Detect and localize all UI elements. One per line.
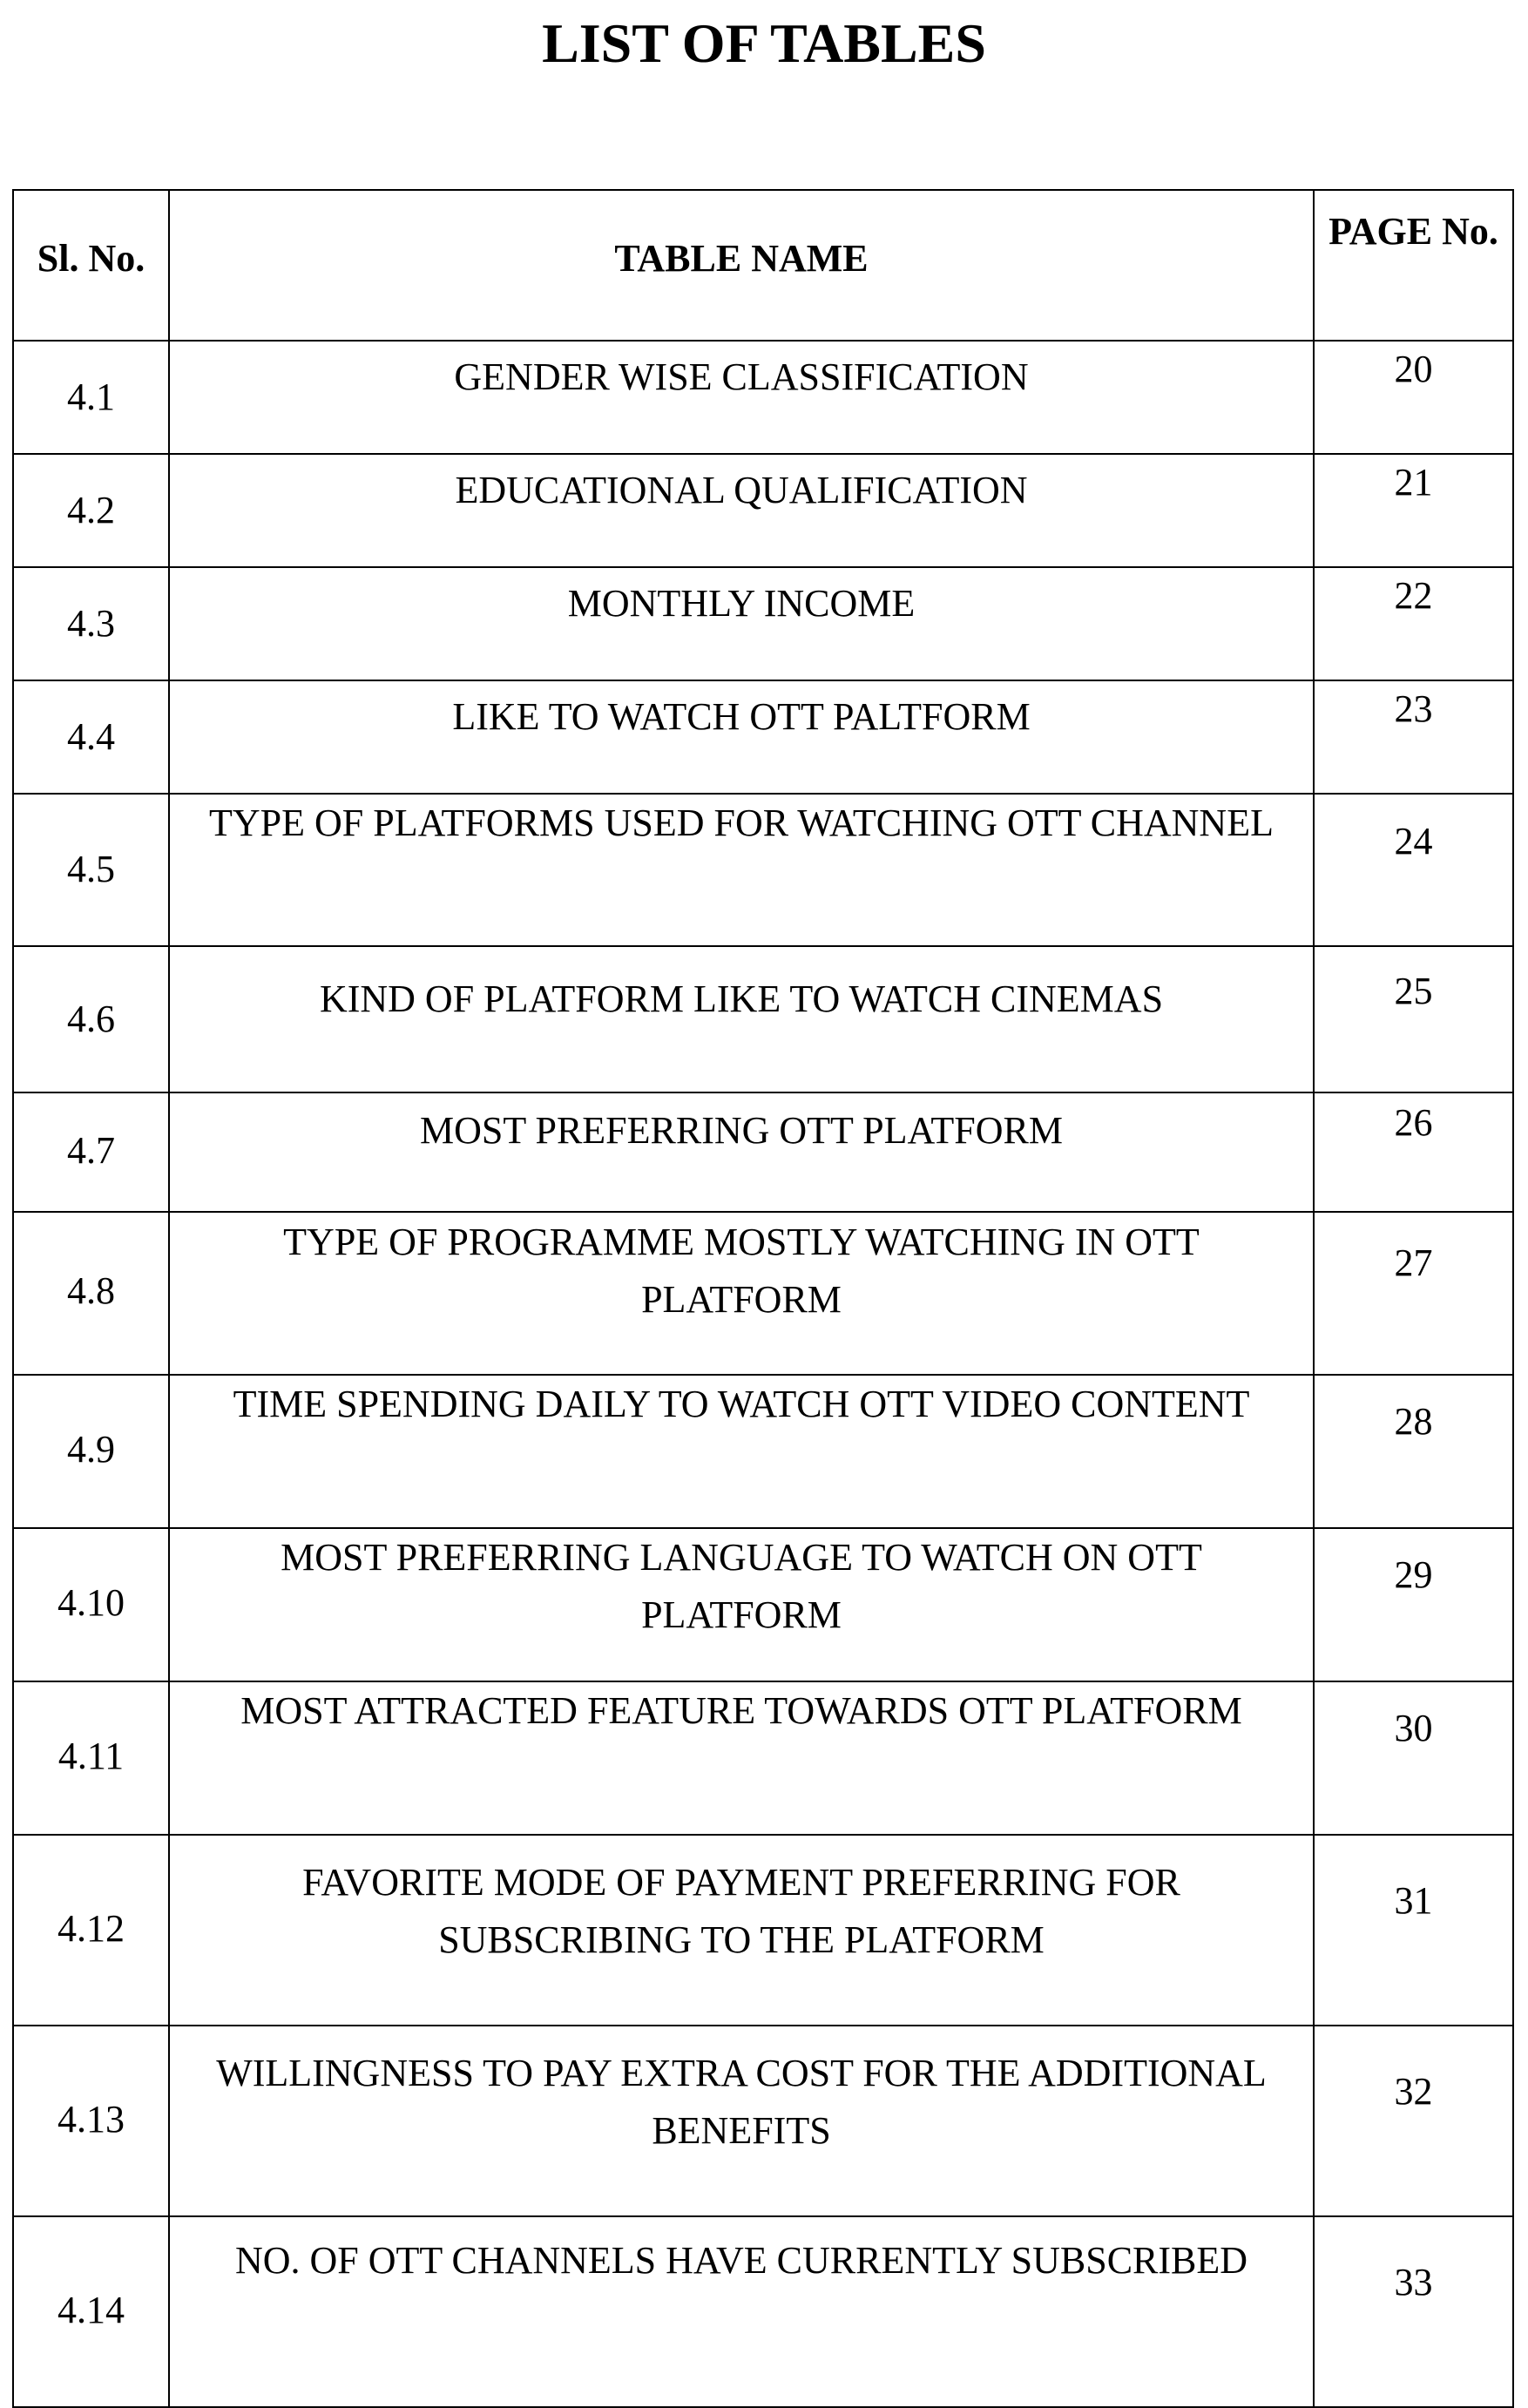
page-cell: [1314, 1092, 1513, 1212]
table-name: LIKE TO WATCH OTT PALTFORM: [452, 695, 1031, 738]
table-row: [13, 454, 1513, 567]
page-cell: [1314, 2026, 1513, 2216]
page-cell: [1314, 946, 1513, 1092]
sl-cell: [13, 1528, 169, 1681]
sl-cell: [13, 1375, 169, 1528]
page-cell: [1314, 567, 1513, 680]
sl-no: 4.12: [57, 1907, 125, 1950]
page-cell: [1314, 680, 1513, 794]
name-cell: [169, 567, 1314, 680]
name-cell: [169, 1375, 1314, 1528]
sl-cell: [13, 2026, 169, 2216]
page-number: 21: [1394, 461, 1433, 504]
header-cell-sl-no: [13, 190, 169, 341]
sl-no: 4.1: [67, 375, 115, 418]
sl-cell: [13, 2216, 169, 2407]
table-name-header: TABLE NAME: [614, 237, 869, 280]
page-number: 27: [1394, 1241, 1433, 1284]
page-number: 24: [1394, 820, 1433, 862]
name-cell: [169, 341, 1314, 454]
name-cell: [169, 454, 1314, 567]
sl-cell: [13, 946, 169, 1092]
table-row: [13, 946, 1513, 1092]
table-name: TIME SPENDING DAILY TO WATCH OTT VIDEO CONTENT: [233, 1383, 1250, 1425]
table-row: [13, 341, 1513, 454]
sl-no: 4.10: [57, 1581, 125, 1624]
name-cell: [169, 2216, 1314, 2407]
page-number: 33: [1394, 2261, 1433, 2303]
sl-cell: [13, 454, 169, 567]
table-row: [13, 1835, 1513, 2026]
table-name: MOST ATTRACTED FEATURE TOWARDS OTT PLATFORM: [240, 1689, 1242, 1732]
name-cell: [169, 1528, 1314, 1681]
page-cell: [1314, 1212, 1513, 1375]
table-name: EDUCATIONAL QUALIFICATION: [455, 469, 1028, 511]
sl-no: 4.6: [67, 998, 115, 1040]
table-name: GENDER WISE CLASSIFICATION: [454, 355, 1029, 398]
table-row: [13, 1528, 1513, 1681]
table-row: [13, 1212, 1513, 1375]
page-cell: [1314, 454, 1513, 567]
table-header-row: [13, 190, 1513, 341]
sl-no: 4.11: [57, 1735, 125, 1777]
sl-no: 4.3: [67, 602, 115, 645]
table-row: [13, 567, 1513, 680]
table-row: [13, 2216, 1513, 2407]
table-name: TYPE OF PLATFORMS USED FOR WATCHING OTT CHANNEL: [209, 802, 1274, 844]
sl-cell: [13, 1212, 169, 1375]
sl-cell: [13, 680, 169, 794]
name-cell: [169, 1092, 1314, 1212]
page-number: 25: [1394, 970, 1433, 1012]
page-cell: [1314, 1835, 1513, 2026]
table-row: [13, 1375, 1513, 1528]
page-number: 26: [1394, 1101, 1433, 1144]
page-number: 32: [1394, 2070, 1433, 2113]
page-number: 30: [1394, 1707, 1433, 1749]
header-cell-table-name: [169, 190, 1314, 341]
name-cell: [169, 1835, 1314, 2026]
page-cell: [1314, 2216, 1513, 2407]
name-cell: [169, 946, 1314, 1092]
table-row: [13, 1681, 1513, 1835]
page-cell: [1314, 1375, 1513, 1528]
page-cell: [1314, 794, 1513, 946]
page-title: LIST OF TABLES: [542, 12, 986, 74]
sl-cell: [13, 1681, 169, 1835]
sl-cell: [13, 1092, 169, 1212]
page-number: 23: [1394, 687, 1433, 730]
table-row: [13, 2026, 1513, 2216]
sl-cell: [13, 1835, 169, 2026]
page-cell: [1314, 1681, 1513, 1835]
header-cell-page-no: [1314, 190, 1513, 341]
table-name: NO. OF OTT CHANNELS HAVE CURRENTLY SUBSCRIBED: [234, 2239, 1248, 2282]
table-name: MOST PREFERRING OTT PLATFORM: [420, 1109, 1063, 1152]
sl-no: 4.14: [57, 2289, 125, 2331]
table-name: FAVORITE MODE OF PAYMENT PREFERRING FOR SUBSCRIBING TO THE PLATFORM: [302, 1861, 1180, 1961]
table-name: TYPE OF PROGRAMME MOSTLY WATCHING IN OTT PLATFORM: [283, 1221, 1200, 1321]
page-cell: [1314, 341, 1513, 454]
table-name: MONTHLY INCOME: [567, 582, 916, 625]
table-name: WILLINGNESS TO PAY EXTRA COST FOR THE ADDITIONAL BENEFITS: [216, 2052, 1267, 2152]
sl-no: 4.5: [67, 848, 115, 890]
list-of-tables: [12, 189, 1514, 2408]
table-row: [13, 1092, 1513, 1212]
table-row: [13, 680, 1513, 794]
sl-no: 4.2: [67, 489, 115, 531]
name-cell: [169, 1212, 1314, 1375]
page-number: 20: [1394, 348, 1433, 390]
name-cell: [169, 2026, 1314, 2216]
name-cell: [169, 794, 1314, 946]
page-cell: [1314, 1528, 1513, 1681]
page-number: 22: [1394, 574, 1433, 617]
page-no-header: PAGE No.: [1329, 210, 1498, 253]
sl-no: 4.13: [57, 2098, 125, 2141]
table-row: [13, 794, 1513, 946]
sl-cell: [13, 794, 169, 946]
name-cell: [169, 1681, 1314, 1835]
page-number: 28: [1394, 1400, 1433, 1443]
sl-no-header: Sl. No.: [37, 237, 145, 280]
page-number: 31: [1394, 1879, 1433, 1922]
page-number: 29: [1394, 1553, 1433, 1596]
sl-no: 4.4: [67, 715, 115, 758]
table-name: MOST PREFERRING LANGUAGE TO WATCH ON OTT PLATFORM: [281, 1536, 1202, 1636]
sl-no: 4.7: [67, 1129, 115, 1172]
sl-no: 4.9: [67, 1428, 115, 1471]
sl-cell: [13, 341, 169, 454]
sl-no: 4.8: [67, 1269, 115, 1312]
name-cell: [169, 680, 1314, 794]
sl-cell: [13, 567, 169, 680]
table-name: KIND OF PLATFORM LIKE TO WATCH CINEMAS: [319, 977, 1164, 1020]
